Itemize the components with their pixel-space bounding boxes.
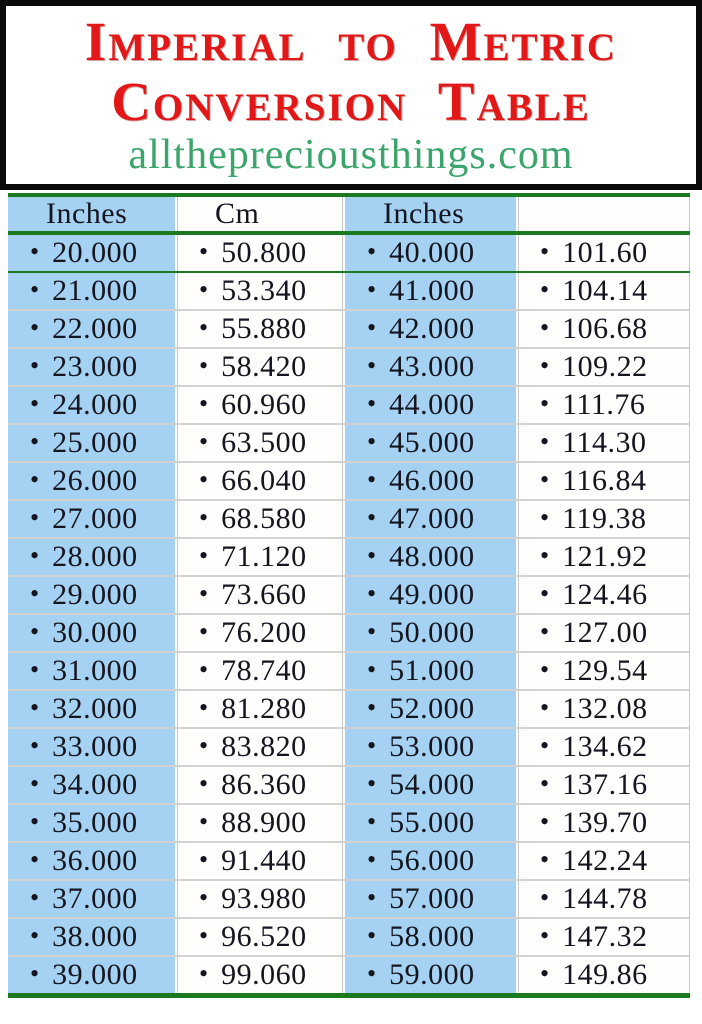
bullet-icon: • xyxy=(30,807,40,836)
cell-cm xyxy=(177,577,345,613)
website-url: allthepreciousthings.com xyxy=(128,132,574,178)
cell-cm xyxy=(177,805,345,841)
cell-value: 40.000 xyxy=(389,236,475,269)
bullet-icon: • xyxy=(30,959,40,988)
cell-value: 39.000 xyxy=(52,958,138,991)
table-row xyxy=(8,765,690,803)
cell-inches xyxy=(345,349,518,385)
cell-cm xyxy=(518,691,690,727)
bullet-icon: • xyxy=(540,351,550,380)
cell-cm xyxy=(518,577,690,613)
bullet-icon: • xyxy=(30,617,40,646)
cell-cm xyxy=(518,881,690,917)
bullet-icon: • xyxy=(367,655,377,684)
cell-value: 88.900 xyxy=(221,806,307,839)
bullet-icon: • xyxy=(367,503,377,532)
cell-inches xyxy=(345,387,518,423)
cell-inches xyxy=(8,539,177,575)
bullet-icon: • xyxy=(30,579,40,608)
bullet-icon: • xyxy=(199,959,209,988)
cell-cm xyxy=(518,615,690,651)
cell-value: 149.86 xyxy=(562,958,648,991)
bullet-icon: • xyxy=(30,389,40,418)
bullet-icon: • xyxy=(30,503,40,532)
cell-value: 147.32 xyxy=(562,920,648,953)
cell-value: 28.000 xyxy=(52,540,138,573)
column-header-label: Inches xyxy=(46,197,128,230)
cell-cm xyxy=(518,729,690,765)
cell-value: 24.000 xyxy=(52,388,138,421)
cell-cm xyxy=(518,805,690,841)
cell-value: 58.420 xyxy=(221,350,307,383)
cell-value: 53.000 xyxy=(389,730,475,763)
bullet-icon: • xyxy=(540,845,550,874)
cell-value: 22.000 xyxy=(52,312,138,345)
cell-cm xyxy=(518,843,690,879)
cell-cm xyxy=(177,463,345,499)
table-row xyxy=(8,309,690,347)
bullet-icon: • xyxy=(30,693,40,722)
table-row xyxy=(8,879,690,917)
cell-inches xyxy=(345,805,518,841)
header-box xyxy=(0,0,702,190)
cell-value: 71.120 xyxy=(221,540,307,573)
table-row xyxy=(8,461,690,499)
cell-value: 116.84 xyxy=(562,464,647,497)
table-header-row xyxy=(8,197,690,231)
cell-cm xyxy=(518,919,690,955)
bullet-icon: • xyxy=(540,579,550,608)
bullet-icon: • xyxy=(540,465,550,494)
table-row xyxy=(8,841,690,879)
bullet-icon: • xyxy=(199,617,209,646)
cell-value: 23.000 xyxy=(52,350,138,383)
cell-inches xyxy=(345,653,518,689)
table-row xyxy=(8,235,690,271)
bullet-icon: • xyxy=(199,769,209,798)
cell-value: 29.000 xyxy=(52,578,138,611)
cell-value: 129.54 xyxy=(562,654,648,687)
cell-inches xyxy=(345,425,518,461)
cell-value: 57.000 xyxy=(389,882,475,915)
cell-cm xyxy=(177,539,345,575)
cell-value: 119.38 xyxy=(562,502,647,535)
cell-cm xyxy=(177,273,345,309)
bullet-icon: • xyxy=(199,389,209,418)
bullet-icon: • xyxy=(367,579,377,608)
cell-inches xyxy=(345,843,518,879)
table-row xyxy=(8,651,690,689)
cell-inches xyxy=(8,273,177,309)
cell-cm xyxy=(518,425,690,461)
bullet-icon: • xyxy=(199,313,209,342)
bullet-icon: • xyxy=(540,503,550,532)
cell-inches xyxy=(345,881,518,917)
bullet-icon: • xyxy=(199,883,209,912)
cell-inches xyxy=(345,235,518,271)
bullet-icon: • xyxy=(199,351,209,380)
column-header-cm-1 xyxy=(177,197,345,231)
cell-value: 54.000 xyxy=(389,768,475,801)
column-header-label: Inches xyxy=(383,197,465,230)
column-header-cm-2 xyxy=(518,197,690,231)
cell-inches xyxy=(8,957,177,993)
cell-value: 121.92 xyxy=(562,540,648,573)
bullet-icon: • xyxy=(367,807,377,836)
table-row xyxy=(8,575,690,613)
bullet-icon: • xyxy=(367,427,377,456)
bullet-icon: • xyxy=(367,313,377,342)
page-title-line2: Conversion Table xyxy=(111,71,591,132)
bullet-icon: • xyxy=(367,351,377,380)
cell-value: 59.000 xyxy=(389,958,475,991)
cell-value: 36.000 xyxy=(52,844,138,877)
cell-inches xyxy=(345,615,518,651)
cell-inches xyxy=(345,691,518,727)
conversion-table xyxy=(8,193,690,998)
cell-value: 86.360 xyxy=(221,768,307,801)
table-row xyxy=(8,537,690,575)
bullet-icon: • xyxy=(367,389,377,418)
table-row xyxy=(8,499,690,537)
cell-value: 52.000 xyxy=(389,692,475,725)
cell-inches xyxy=(8,501,177,537)
cell-value: 91.440 xyxy=(221,844,307,877)
cell-inches xyxy=(8,615,177,651)
cell-value: 25.000 xyxy=(52,426,138,459)
bullet-icon: • xyxy=(199,807,209,836)
bullet-icon: • xyxy=(199,693,209,722)
bullet-icon: • xyxy=(199,731,209,760)
cell-value: 142.24 xyxy=(562,844,648,877)
column-header-label: Cm xyxy=(215,197,260,230)
bullet-icon: • xyxy=(30,883,40,912)
page-title-line1: Imperial to Metric xyxy=(84,11,618,72)
cell-value: 27.000 xyxy=(52,502,138,535)
cell-value: 124.46 xyxy=(562,578,648,611)
cell-cm xyxy=(177,615,345,651)
bullet-icon: • xyxy=(540,693,550,722)
table-row xyxy=(8,271,690,309)
cell-cm xyxy=(518,767,690,803)
bullet-icon: • xyxy=(540,313,550,342)
cell-value: 58.000 xyxy=(389,920,475,953)
cell-cm xyxy=(518,311,690,347)
table-row xyxy=(8,803,690,841)
cell-cm xyxy=(518,957,690,993)
bullet-icon: • xyxy=(367,237,377,266)
cell-cm xyxy=(177,235,345,271)
bullet-icon: • xyxy=(540,959,550,988)
cell-inches xyxy=(345,463,518,499)
cell-cm xyxy=(518,653,690,689)
cell-value: 51.000 xyxy=(389,654,475,687)
cell-value: 66.040 xyxy=(221,464,307,497)
cell-cm xyxy=(518,387,690,423)
cell-value: 78.740 xyxy=(221,654,307,687)
cell-inches xyxy=(345,273,518,309)
bullet-icon: • xyxy=(199,579,209,608)
cell-cm xyxy=(177,501,345,537)
bullet-icon: • xyxy=(540,275,550,304)
bullet-icon: • xyxy=(30,655,40,684)
bullet-icon: • xyxy=(540,807,550,836)
bullet-icon: • xyxy=(367,465,377,494)
table-row xyxy=(8,613,690,651)
cell-value: 21.000 xyxy=(52,274,138,307)
cell-value: 53.340 xyxy=(221,274,307,307)
cell-cm xyxy=(177,691,345,727)
cell-cm xyxy=(177,957,345,993)
cell-value: 109.22 xyxy=(562,350,648,383)
cell-value: 50.800 xyxy=(221,236,307,269)
bullet-icon: • xyxy=(540,731,550,760)
cell-inches xyxy=(8,653,177,689)
bullet-icon: • xyxy=(30,275,40,304)
cell-inches xyxy=(345,311,518,347)
cell-value: 139.70 xyxy=(562,806,648,839)
cell-value: 137.16 xyxy=(562,768,648,801)
cell-value: 45.000 xyxy=(389,426,475,459)
cell-inches xyxy=(345,729,518,765)
cell-inches xyxy=(345,957,518,993)
cell-inches xyxy=(8,805,177,841)
cell-value: 50.000 xyxy=(389,616,475,649)
bullet-icon: • xyxy=(540,427,550,456)
cell-inches xyxy=(8,577,177,613)
column-header-inches-2 xyxy=(345,197,518,231)
cell-value: 33.000 xyxy=(52,730,138,763)
bullet-icon: • xyxy=(367,693,377,722)
cell-cm xyxy=(518,501,690,537)
bullet-icon: • xyxy=(199,275,209,304)
cell-value: 55.000 xyxy=(389,806,475,839)
bullet-icon: • xyxy=(199,465,209,494)
cell-cm xyxy=(177,767,345,803)
cell-cm xyxy=(177,843,345,879)
bullet-icon: • xyxy=(199,503,209,532)
cell-value: 42.000 xyxy=(389,312,475,345)
cell-value: 20.000 xyxy=(52,236,138,269)
cell-inches xyxy=(345,767,518,803)
cell-value: 83.820 xyxy=(221,730,307,763)
cell-value: 35.000 xyxy=(52,806,138,839)
cell-inches xyxy=(345,919,518,955)
bullet-icon: • xyxy=(199,845,209,874)
cell-inches xyxy=(8,387,177,423)
bullet-icon: • xyxy=(30,921,40,950)
cell-value: 127.00 xyxy=(562,616,648,649)
bullet-icon: • xyxy=(367,921,377,950)
cell-value: 41.000 xyxy=(389,274,475,307)
cell-value: 104.14 xyxy=(562,274,648,307)
cell-inches xyxy=(345,577,518,613)
cell-value: 99.060 xyxy=(221,958,307,991)
cell-value: 106.68 xyxy=(562,312,648,345)
cell-inches xyxy=(8,767,177,803)
cell-inches xyxy=(8,881,177,917)
bullet-icon: • xyxy=(367,845,377,874)
bullet-icon: • xyxy=(30,427,40,456)
cell-value: 68.580 xyxy=(221,502,307,535)
cell-value: 111.76 xyxy=(562,388,646,421)
cell-inches xyxy=(8,919,177,955)
cell-value: 56.000 xyxy=(389,844,475,877)
bullet-icon: • xyxy=(367,541,377,570)
bullet-icon: • xyxy=(367,617,377,646)
cell-value: 26.000 xyxy=(52,464,138,497)
cell-inches xyxy=(8,311,177,347)
bullet-icon: • xyxy=(199,541,209,570)
table-body xyxy=(8,235,690,993)
bullet-icon: • xyxy=(199,655,209,684)
cell-value: 32.000 xyxy=(52,692,138,725)
cell-value: 132.08 xyxy=(562,692,648,725)
bullet-icon: • xyxy=(367,769,377,798)
bullet-icon: • xyxy=(540,883,550,912)
bullet-icon: • xyxy=(30,769,40,798)
table-row xyxy=(8,347,690,385)
bullet-icon: • xyxy=(199,921,209,950)
cell-value: 144.78 xyxy=(562,882,648,915)
bullet-icon: • xyxy=(30,541,40,570)
bullet-icon: • xyxy=(30,845,40,874)
cell-cm xyxy=(518,273,690,309)
bullet-icon: • xyxy=(367,883,377,912)
cell-cm xyxy=(177,919,345,955)
cell-value: 31.000 xyxy=(52,654,138,687)
cell-cm xyxy=(518,539,690,575)
cell-value: 93.980 xyxy=(221,882,307,915)
bullet-icon: • xyxy=(540,769,550,798)
bullet-icon: • xyxy=(540,921,550,950)
bullet-icon: • xyxy=(540,541,550,570)
cell-value: 37.000 xyxy=(52,882,138,915)
bullet-icon: • xyxy=(540,617,550,646)
cell-cm xyxy=(177,349,345,385)
cell-inches xyxy=(8,349,177,385)
cell-value: 49.000 xyxy=(389,578,475,611)
table-row xyxy=(8,689,690,727)
cell-value: 60.960 xyxy=(221,388,307,421)
cell-cm xyxy=(177,881,345,917)
cell-cm xyxy=(177,387,345,423)
cell-value: 55.880 xyxy=(221,312,307,345)
table-bottom-divider xyxy=(8,993,690,998)
cell-value: 73.660 xyxy=(221,578,307,611)
cell-cm xyxy=(177,425,345,461)
table-row xyxy=(8,423,690,461)
bullet-icon: • xyxy=(367,731,377,760)
cell-value: 48.000 xyxy=(389,540,475,573)
cell-value: 63.500 xyxy=(221,426,307,459)
cell-value: 81.280 xyxy=(221,692,307,725)
bullet-icon: • xyxy=(540,237,550,266)
cell-cm xyxy=(518,463,690,499)
bullet-icon: • xyxy=(30,237,40,266)
cell-cm xyxy=(518,349,690,385)
cell-inches xyxy=(8,843,177,879)
cell-value: 134.62 xyxy=(562,730,648,763)
cell-cm xyxy=(518,235,690,271)
table-row xyxy=(8,955,690,993)
cell-value: 47.000 xyxy=(389,502,475,535)
table-row xyxy=(8,917,690,955)
cell-value: 96.520 xyxy=(221,920,307,953)
cell-value: 76.200 xyxy=(221,616,307,649)
bullet-icon: • xyxy=(540,389,550,418)
bullet-icon: • xyxy=(199,237,209,266)
cell-value: 38.000 xyxy=(52,920,138,953)
table-row xyxy=(8,727,690,765)
cell-inches xyxy=(345,501,518,537)
cell-cm xyxy=(177,653,345,689)
cell-inches xyxy=(8,463,177,499)
cell-inches xyxy=(8,425,177,461)
cell-inches xyxy=(345,539,518,575)
cell-value: 34.000 xyxy=(52,768,138,801)
bullet-icon: • xyxy=(30,731,40,760)
cell-cm xyxy=(177,729,345,765)
cell-value: 30.000 xyxy=(52,616,138,649)
bullet-icon: • xyxy=(30,351,40,380)
cell-inches xyxy=(8,729,177,765)
bullet-icon: • xyxy=(367,275,377,304)
cell-inches xyxy=(8,691,177,727)
bullet-icon: • xyxy=(199,427,209,456)
cell-value: 43.000 xyxy=(389,350,475,383)
cell-value: 101.60 xyxy=(562,236,648,269)
bullet-icon: • xyxy=(540,655,550,684)
cell-inches xyxy=(8,235,177,271)
cell-value: 46.000 xyxy=(389,464,475,497)
cell-value: 114.30 xyxy=(562,426,647,459)
cell-cm xyxy=(177,311,345,347)
column-header-inches-1 xyxy=(8,197,177,231)
bullet-icon: • xyxy=(30,313,40,342)
table-row xyxy=(8,385,690,423)
bullet-icon: • xyxy=(30,465,40,494)
cell-value: 44.000 xyxy=(389,388,475,421)
bullet-icon: • xyxy=(367,959,377,988)
